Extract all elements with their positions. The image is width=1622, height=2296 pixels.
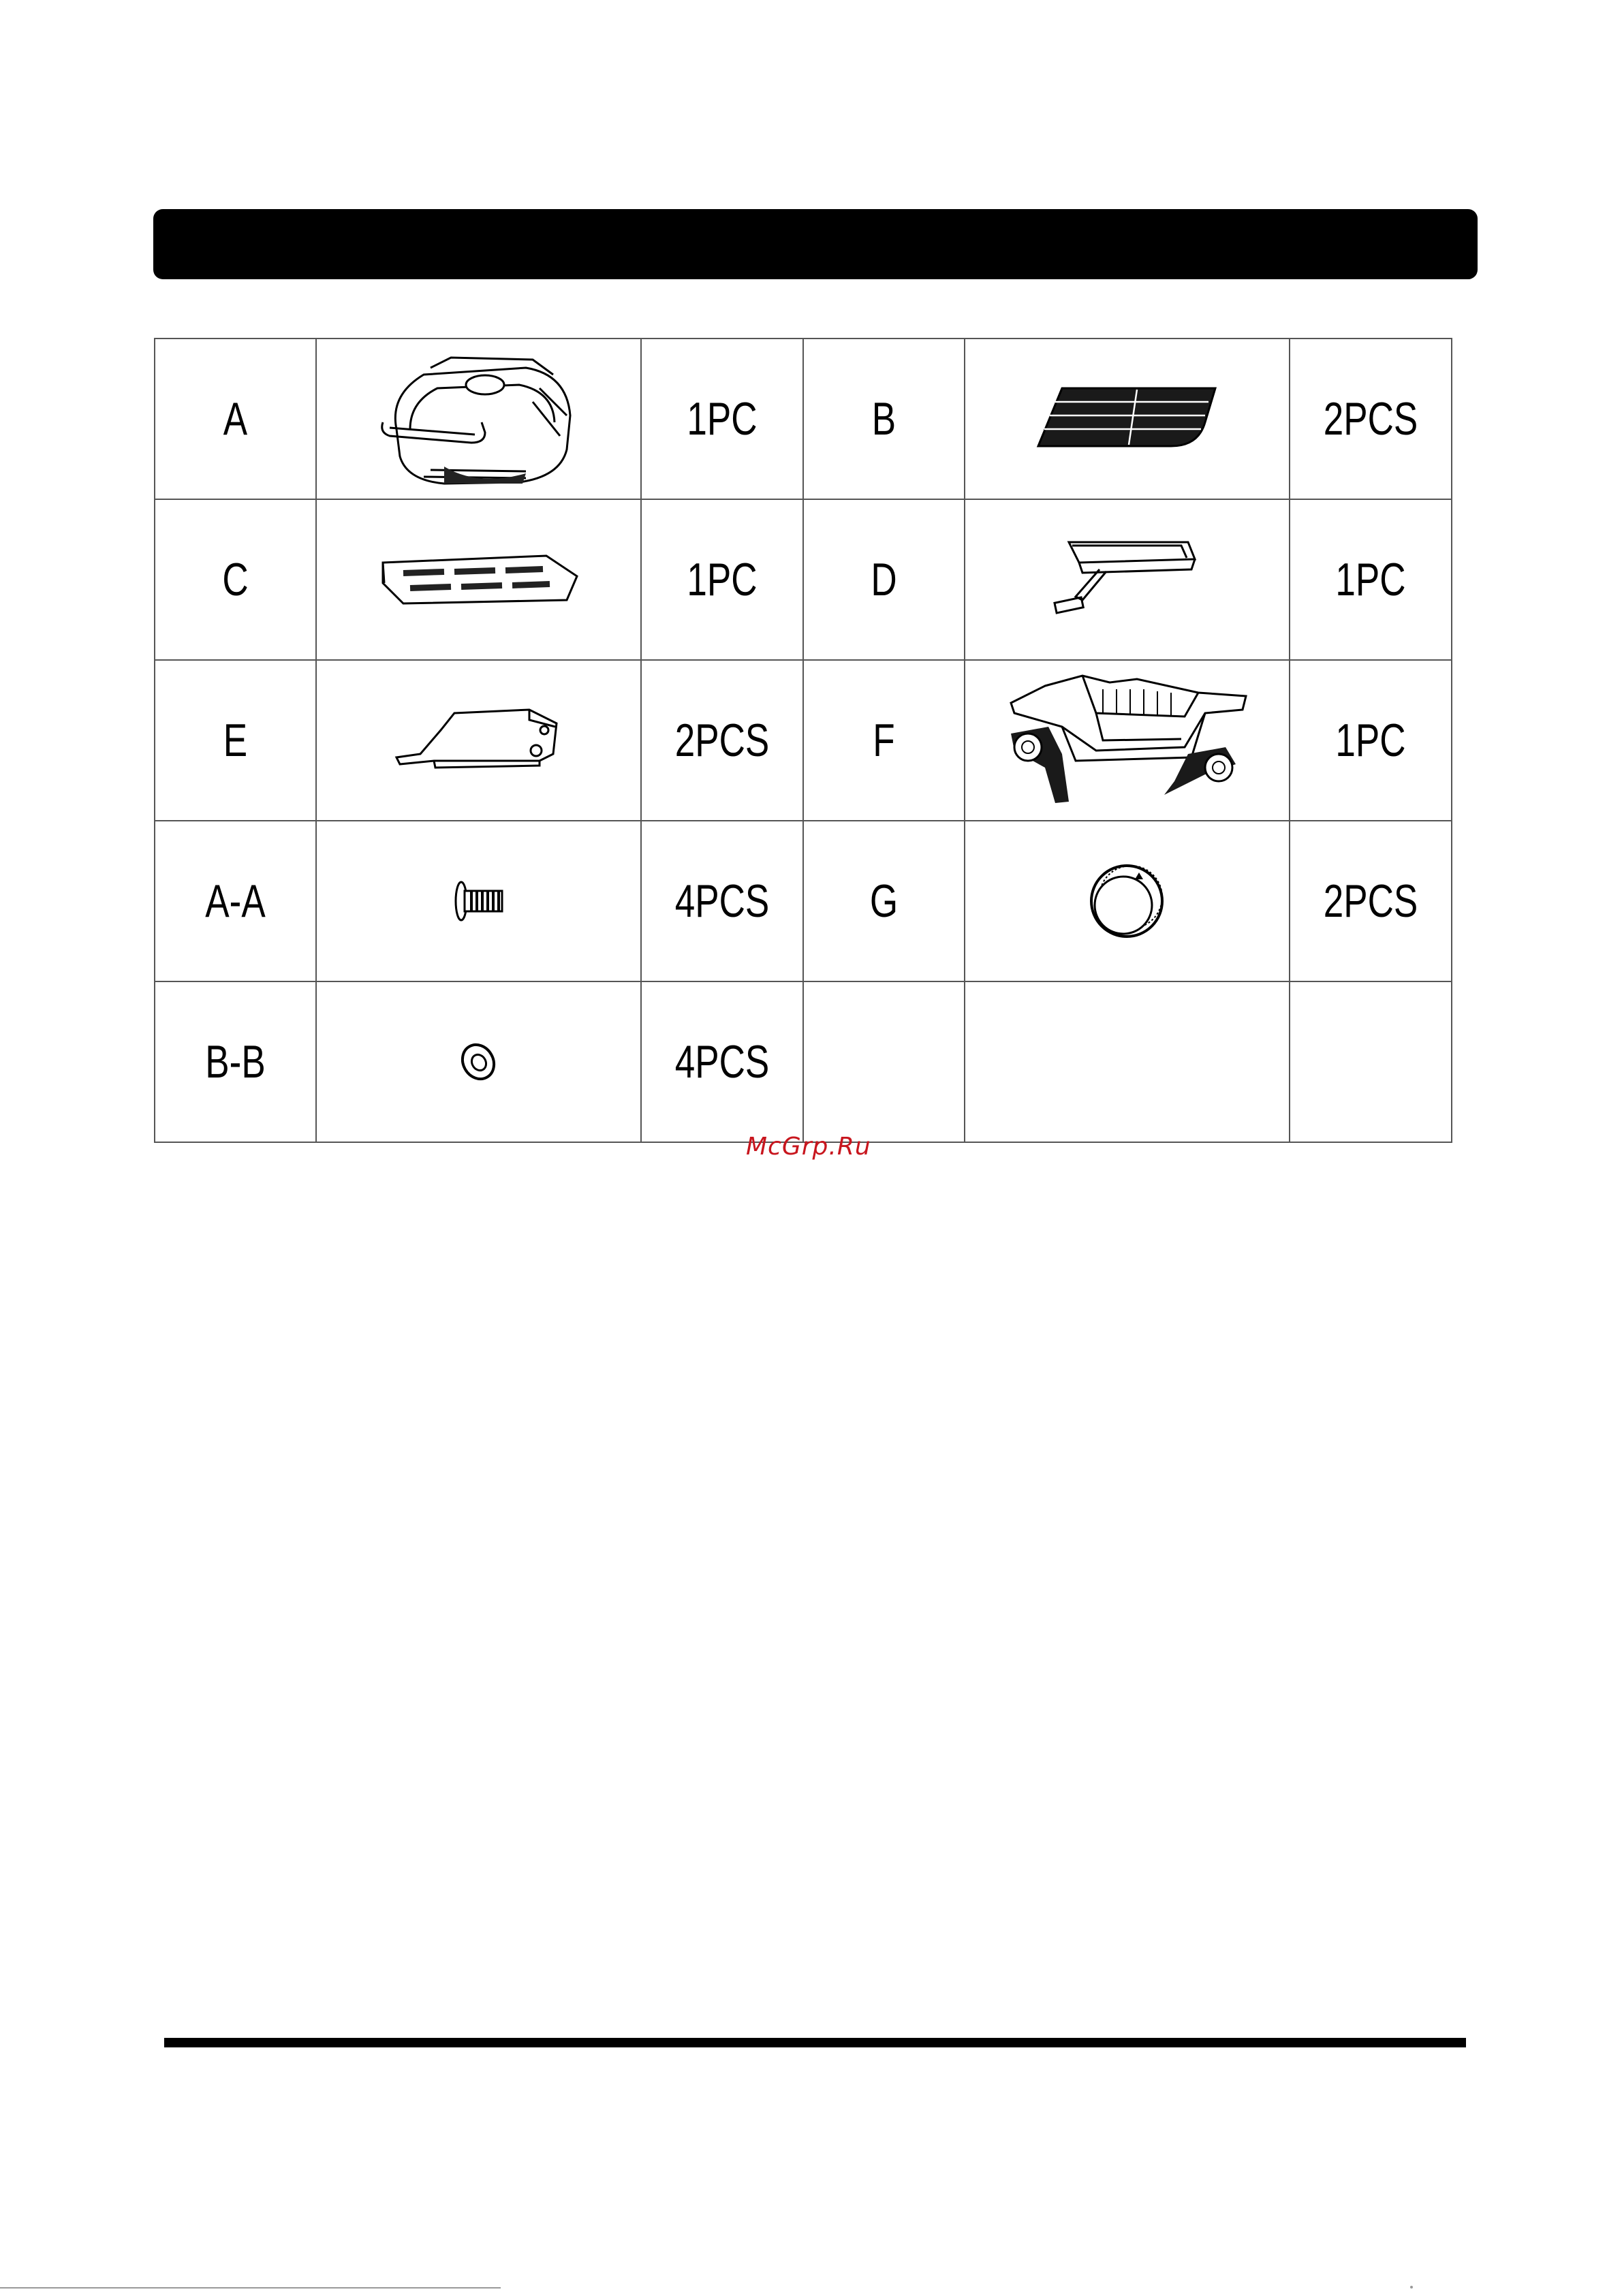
part-quantity: [1307, 981, 1434, 1142]
grill-base-frame-icon: [965, 660, 1290, 821]
grease-tray-icon: [965, 499, 1290, 660]
part-quantity: 1PC: [659, 339, 785, 499]
table-row: [155, 660, 1452, 821]
washer-icon: [316, 981, 641, 1142]
part-quantity: 1PC: [659, 499, 785, 660]
part-code: D: [821, 499, 947, 660]
table-row: [155, 499, 1452, 660]
heat-shield-plate-icon: [316, 499, 641, 660]
empty-cell: [965, 981, 1290, 1142]
parts-list-table: [154, 338, 1452, 1143]
part-quantity: 4PCS: [659, 981, 785, 1142]
part-code: A-A: [172, 821, 298, 981]
part-code: G: [821, 821, 947, 981]
bolt-icon: [316, 821, 641, 981]
part-code: B-B: [172, 981, 298, 1142]
watermark-text: McGrp.Ru: [746, 1133, 871, 1161]
table-row: [155, 339, 1452, 499]
part-quantity: 4PCS: [659, 821, 785, 981]
section-header-bar: [153, 209, 1478, 279]
footer-rule: [164, 2038, 1466, 2047]
grill-lid-icon: [316, 339, 641, 499]
part-code: F: [821, 660, 947, 821]
part-quantity: 2PCS: [659, 660, 785, 821]
part-quantity: 2PCS: [1307, 821, 1434, 981]
grill-grate-icon: [965, 339, 1290, 499]
part-code: E: [172, 660, 298, 821]
control-knob-icon: [965, 821, 1290, 981]
scan-speck: [1410, 2286, 1413, 2289]
part-quantity: 1PC: [1307, 499, 1434, 660]
table-row: [155, 981, 1452, 1142]
part-quantity: 2PCS: [1307, 339, 1434, 499]
part-code: A: [172, 339, 298, 499]
scan-edge-line: [0, 2287, 501, 2289]
part-code: [821, 981, 947, 1142]
part-code: B: [821, 339, 947, 499]
side-shelf-icon: [316, 660, 641, 821]
table-row: [155, 821, 1452, 981]
part-code: C: [172, 499, 298, 660]
part-quantity: 1PC: [1307, 660, 1434, 821]
